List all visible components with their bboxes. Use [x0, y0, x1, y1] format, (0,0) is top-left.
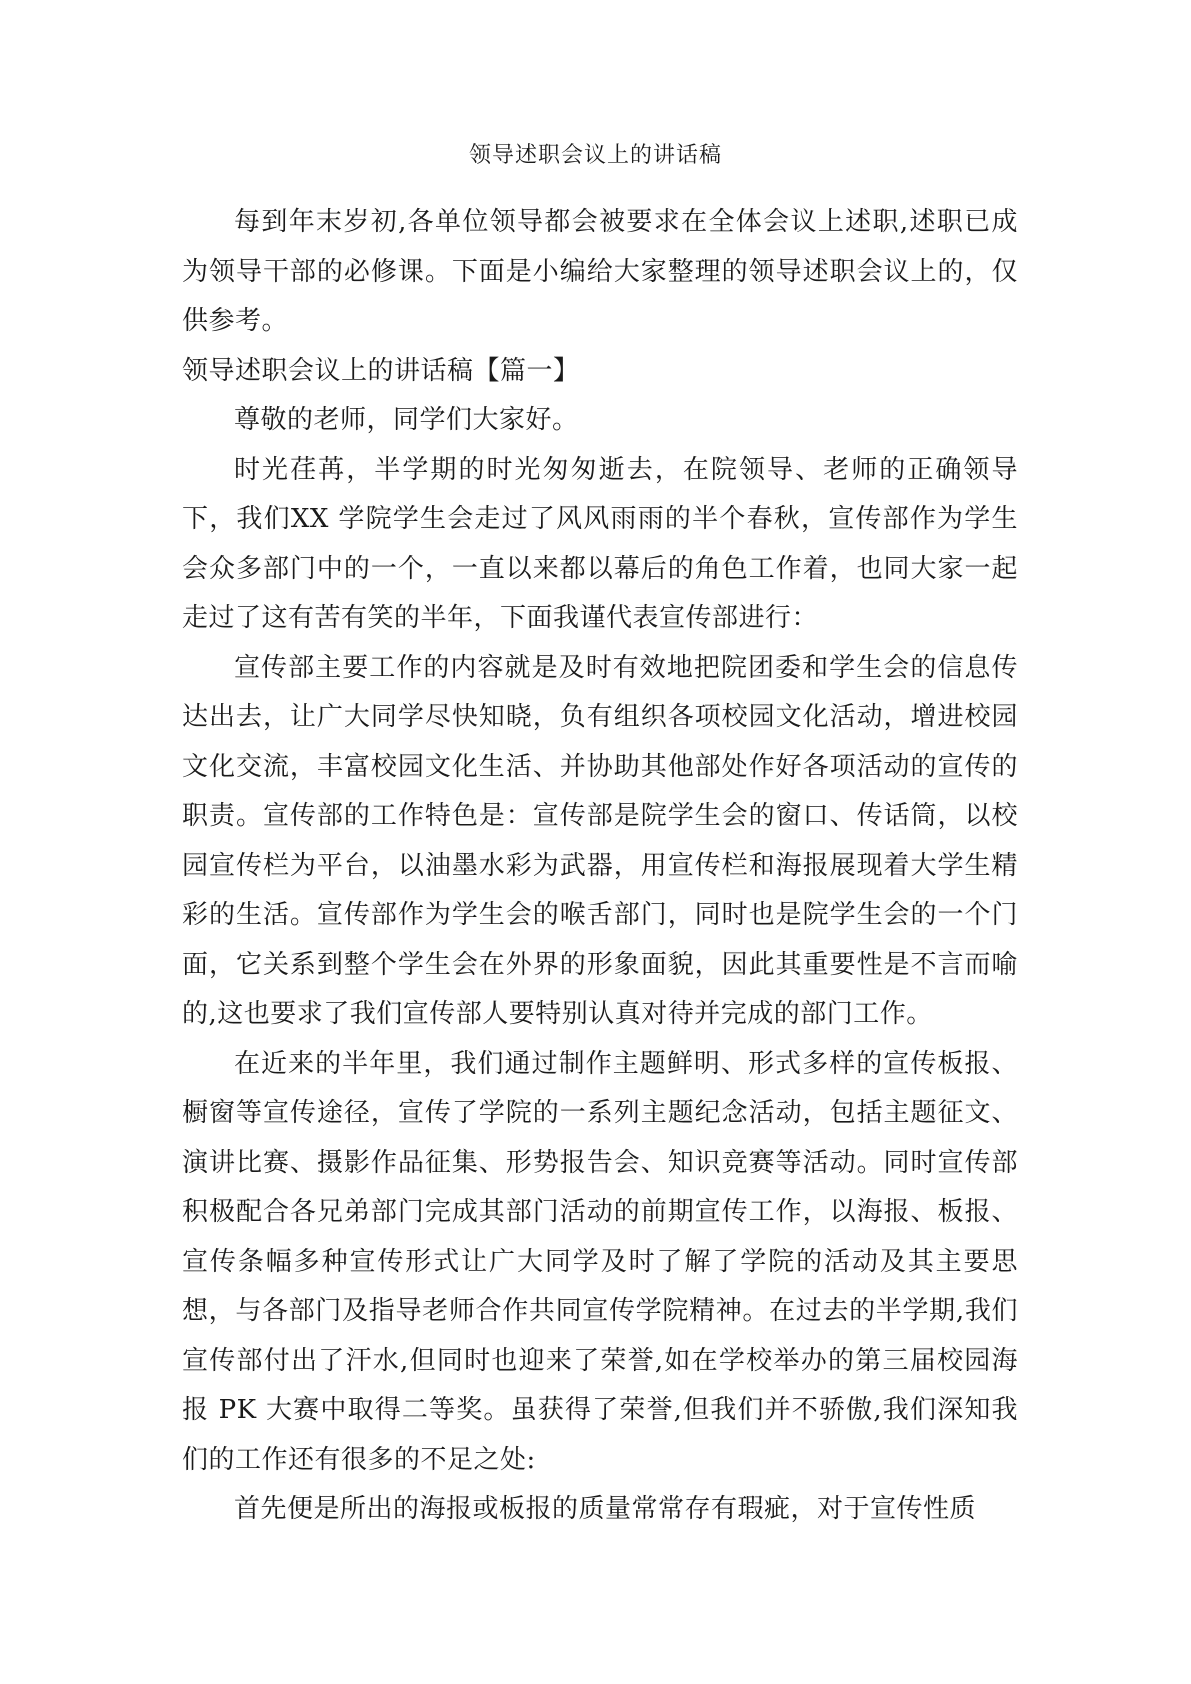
section-heading: 领导述职会议上的讲话稿【篇一】 [182, 355, 580, 386]
document-title: 领导述职会议上的讲话稿 [468, 143, 722, 168]
body-paragraph: 宣传部主要工作的内容就是及时有效地把院团委和学生会的信息传达出去，让广大同学尽快知晓，负有组织各项校园文化活动，增进校园文化交流，丰富校园文化生活、并协助其他部处作好各项活动的宣传的职责。宣传部的工作特色是：宣传部是院学生会的窗口、传话筒，以校园宣传栏为平台，以油墨水彩为武器，用宣传栏和海报展现着大学生精彩的生活。宣传部作为学生会的喉舌部门，同时也是院学生会的一个门面，它关系到整个学生会在外界的形象面貌，因此其重要性是不言而喻的,这也要求了我们宣传部人要特别认真对待并完成的部门工作。 [182, 652, 1018, 1029]
intro-paragraph: 每到年末岁初,各单位领导都会被要求在全体会议上述职,述职已成为领导干部的必修课。下面是小编给大家整理的领导述职会议上的，仅供参考。 [182, 207, 1018, 336]
body-paragraph: 时光荏苒，半学期的时光匆匆逝去，在院领导、老师的正确领导下，我们XX 学院学生会走过了风风雨雨的半个春秋，宣传部作为学生会众多部门中的一个，一直以来都以幕后的角色工作着，也同大家一起走过了这有苦有笑的半年，下面我谨代表宣传部进行： [182, 454, 1018, 633]
document-body [182, 198, 1018, 1535]
body-paragraph: 首先便是所出的海报或板报的质量常常存有瑕疵，对于宣传性质 [234, 1494, 977, 1524]
body-paragraph: 在近来的半年里，我们通过制作主题鲜明、形式多样的宣传板报、橱窗等宣传途径，宣传了学院的一系列主题纪念活动，包括主题征文、演讲比赛、摄影作品征集、形势报告会、知识竞赛等活动。同时宣传部积极配合各兄弟部门完成其部门活动的前期宣传工作，以海报、板报、宣传条幅多种宣传形式让广大同学及时了解了学院的活动及其主要思想，与各部门及指导老师合作共同宣传学院精神。在过去的半学期,我们宣传部付出了汗水,但同时也迎来了荣誉,如在学校举办的第三届校园海报 PK 大赛中取得二等奖。虽获得了荣誉,但我们并不骄傲,我们深知我们的工作还有很多的不足之处: [182, 1048, 1018, 1475]
salutation-paragraph: 尊敬的老师，同学们大家好。 [234, 405, 579, 435]
